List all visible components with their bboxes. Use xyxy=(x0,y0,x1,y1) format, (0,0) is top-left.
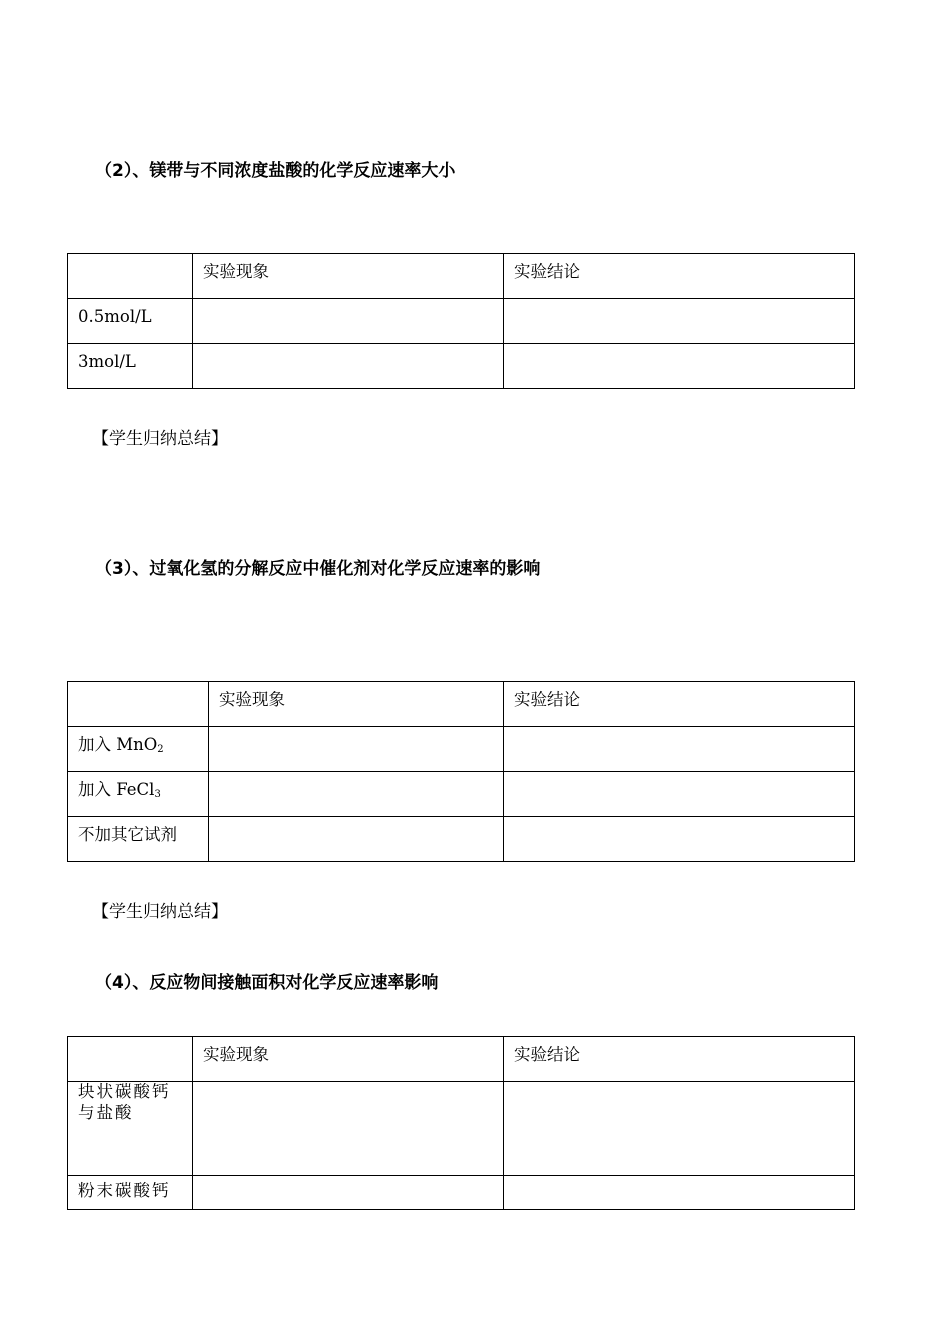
conclusion-cell[interactable] xyxy=(504,727,855,772)
section-4-table xyxy=(67,1036,855,1210)
subscript: 3 xyxy=(154,789,161,800)
section-3-table xyxy=(67,681,855,862)
row-label-text: 加入 FeCl xyxy=(78,780,155,799)
row-label-text: 加入 MnO xyxy=(78,735,158,754)
row-label-line-1: 块状碳酸钙 xyxy=(78,1082,171,1101)
table-row xyxy=(68,299,855,344)
table-row xyxy=(68,817,855,862)
header-cell-empty xyxy=(68,254,193,299)
phenomenon-cell[interactable] xyxy=(193,344,504,389)
table-row xyxy=(68,1176,855,1210)
header-cell-empty xyxy=(68,1037,193,1082)
row-label: 0.5mol/L xyxy=(68,299,193,344)
phenomenon-cell[interactable] xyxy=(209,727,504,772)
header-cell-conclusion: 实验结论 xyxy=(504,682,855,727)
section-3-summary: 【学生归纳总结】 xyxy=(92,902,228,922)
header-cell-phenomenon: 实验现象 xyxy=(193,254,504,299)
row-label: 3mol/L xyxy=(68,344,193,389)
table-row xyxy=(68,344,855,389)
row-label xyxy=(68,727,209,772)
phenomenon-cell[interactable] xyxy=(193,299,504,344)
header-cell-conclusion: 实验结论 xyxy=(504,254,855,299)
conclusion-cell[interactable] xyxy=(504,299,855,344)
table-header-row xyxy=(68,254,855,299)
section-3-heading: （3）、过氧化氢的分解反应中催化剂对化学反应速率的影响 xyxy=(95,559,541,579)
section-2-table xyxy=(67,253,855,389)
conclusion-cell[interactable] xyxy=(504,772,855,817)
row-label xyxy=(68,1082,193,1176)
phenomenon-cell[interactable] xyxy=(193,1176,504,1210)
header-cell-conclusion: 实验结论 xyxy=(504,1037,855,1082)
row-label-line-2: 与盐酸 xyxy=(78,1103,134,1122)
header-cell-phenomenon: 实验现象 xyxy=(193,1037,504,1082)
row-label: 不加其它试剂 xyxy=(68,817,209,862)
section-4-heading: （4）、反应物间接触面积对化学反应速率影响 xyxy=(95,973,439,993)
subscript: 2 xyxy=(157,744,164,755)
conclusion-cell[interactable] xyxy=(504,1176,855,1210)
table-row xyxy=(68,772,855,817)
phenomenon-cell[interactable] xyxy=(209,817,504,862)
section-2-heading: （2）、镁带与不同浓度盐酸的化学反应速率大小 xyxy=(95,161,456,181)
conclusion-cell[interactable] xyxy=(504,344,855,389)
table-row xyxy=(68,1082,855,1176)
section-2-summary: 【学生归纳总结】 xyxy=(92,429,228,449)
conclusion-cell[interactable] xyxy=(504,817,855,862)
header-cell-empty xyxy=(68,682,209,727)
table-header-row xyxy=(68,682,855,727)
phenomenon-cell[interactable] xyxy=(193,1082,504,1176)
row-label: 粉末碳酸钙 xyxy=(68,1176,193,1210)
header-cell-phenomenon: 实验现象 xyxy=(209,682,504,727)
conclusion-cell[interactable] xyxy=(504,1082,855,1176)
table-row xyxy=(68,727,855,772)
table-header-row xyxy=(68,1037,855,1082)
row-label xyxy=(68,772,209,817)
phenomenon-cell[interactable] xyxy=(209,772,504,817)
